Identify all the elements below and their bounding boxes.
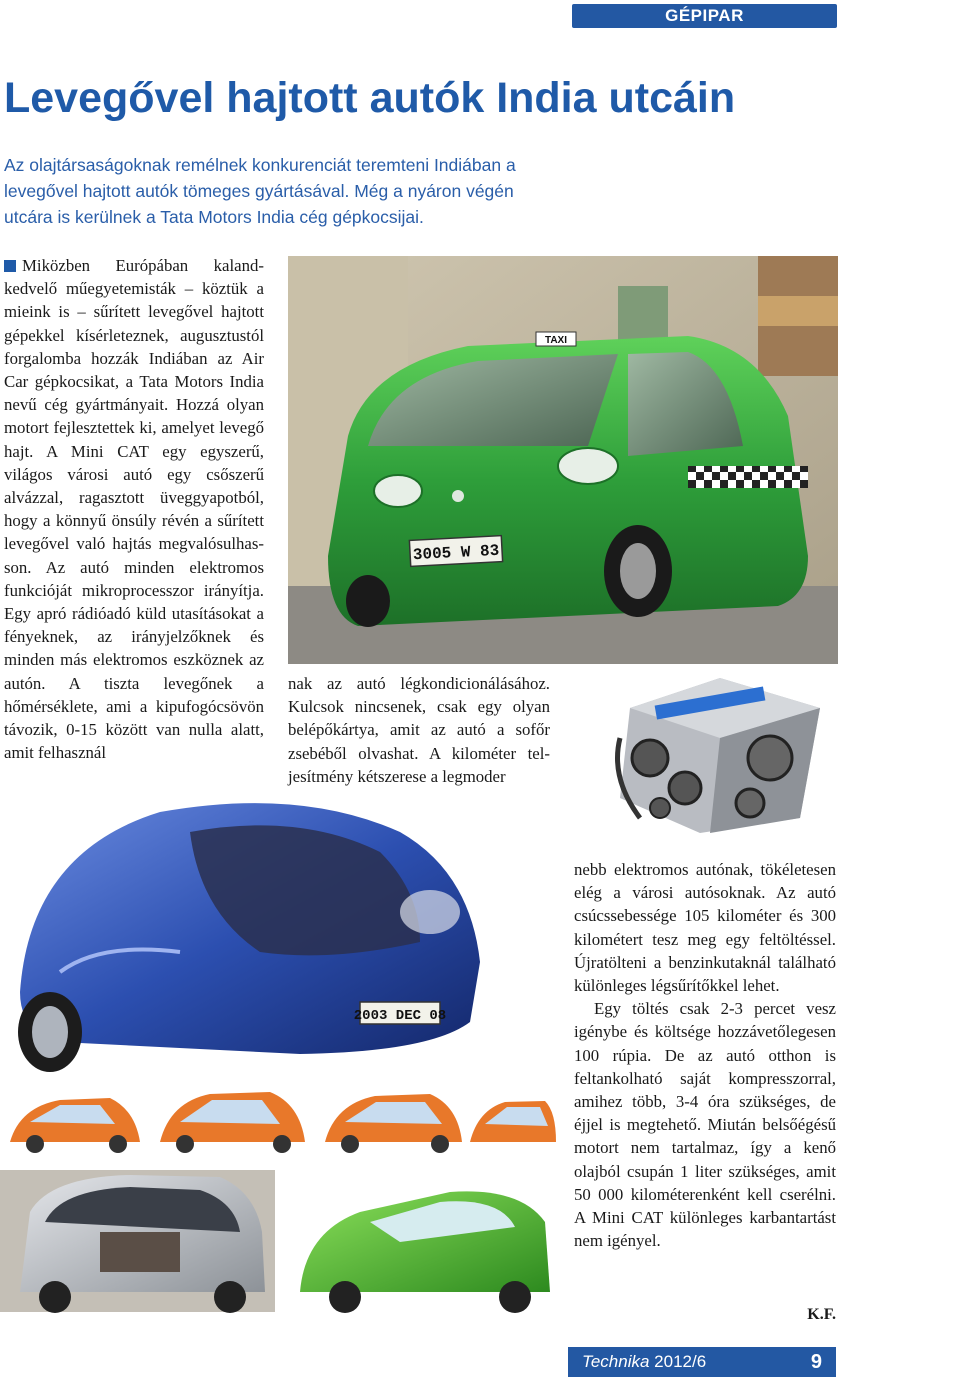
- page-number: 9: [810, 1350, 822, 1373]
- concept-illustrations: [0, 792, 560, 1320]
- article-title: Levegővel hajtott autók India utcáin: [4, 74, 736, 122]
- taxi-plate-text: 3005 W 83: [412, 541, 500, 565]
- article-lead: Az olajtársaságoknak remélnek konkurenciát teremteni Indiában a levegővel hajtott autók tömeges gyártásával. Még a nyáron végén utcára is kerülnek a Tata Motors India cég gépkocsijai.: [4, 155, 516, 227]
- magazine-name: Technika: [582, 1352, 650, 1371]
- engine-photo: [600, 668, 836, 838]
- column-2: [288, 672, 550, 788]
- column-1-text: Miközben Európában kalandkedvelő műegyetemisták – köztük a mieink is – sűrített levegővel hajtott gépekkel kísérleteznek, augusztustól forgalomba hozzák Indiában az Air Car gépkocsikat, a Tata Motors India nevű cég gyártmányait. Hozzá olyan motort fejlesztettek ki, amelyet levegő hajt. A Mini CAT egy egyszerű, világos városi autó egy csőszerű alvázzal, ragasztott üveggyapotból, hogy a könnyű önsúly révén a sűrített levegővel való hajtás megvalósulhasson. Az autó minden elektromos funkcióját mikroprocesszor irányítja. Egy apró rádióadó küld utasításokat a fényeknek, az irányjelzőknek és minden más elektromos eszköznek az autón. A tiszta levegőnek a hőmérséklete, ami a kipufogócsövön távozik, 0-15 között van nulla alatt, amit felhasznál: [4, 256, 264, 763]
- column-3: [574, 858, 836, 1252]
- taxi-sign-text: TAXI: [544, 335, 568, 346]
- start-marker-icon: [4, 260, 16, 272]
- footer-bar: [568, 1347, 836, 1377]
- concept-plate-text: 2003 DEC 08: [353, 1008, 447, 1024]
- author-signature: K.F.: [807, 1306, 836, 1323]
- section-tab: [572, 4, 837, 28]
- column-3-paragraph-2: Egy töltés csak 2-3 percet vesz igénybe és költsége hozzávetőlegesen 100 rúpia. De az autó otthon is feltankolható saját kompresszorral, amihez több, 3-4 óra szükséges, de éjjel is megtehető. Miután belsőégésű motort nem tartalmaz, így a kenő olajból csupán 1 liter szükséges, amit 50 000 kilométerenként kell cserélni. A Mini CAT különleges karbantartást nem igényel.: [574, 999, 836, 1251]
- taxi-photo: [288, 256, 838, 664]
- section-label: GÉPIPAR: [665, 6, 744, 25]
- column-1: [4, 254, 264, 764]
- column-3-paragraph-1: nebb elektromos autónak, tökéletesen elég a városi autósoknak. Az autó csúcssebessége 105 kilométer és 300 kilométert tesz meg egy feltöltéssel. Újratölteni a benzinkutaknál található különleges légsűrítőkkel lehet.: [574, 860, 836, 996]
- issue-number: 2012/6: [654, 1352, 707, 1371]
- column-2-text: nak az autó légkondicionálásához. Kulcsok nincsenek, csak egy olyan belépőkártya, amit az autó a sofőr zsebéből olvashat. A kilométer teljesítmény kétszerese a legmoder: [288, 674, 550, 786]
